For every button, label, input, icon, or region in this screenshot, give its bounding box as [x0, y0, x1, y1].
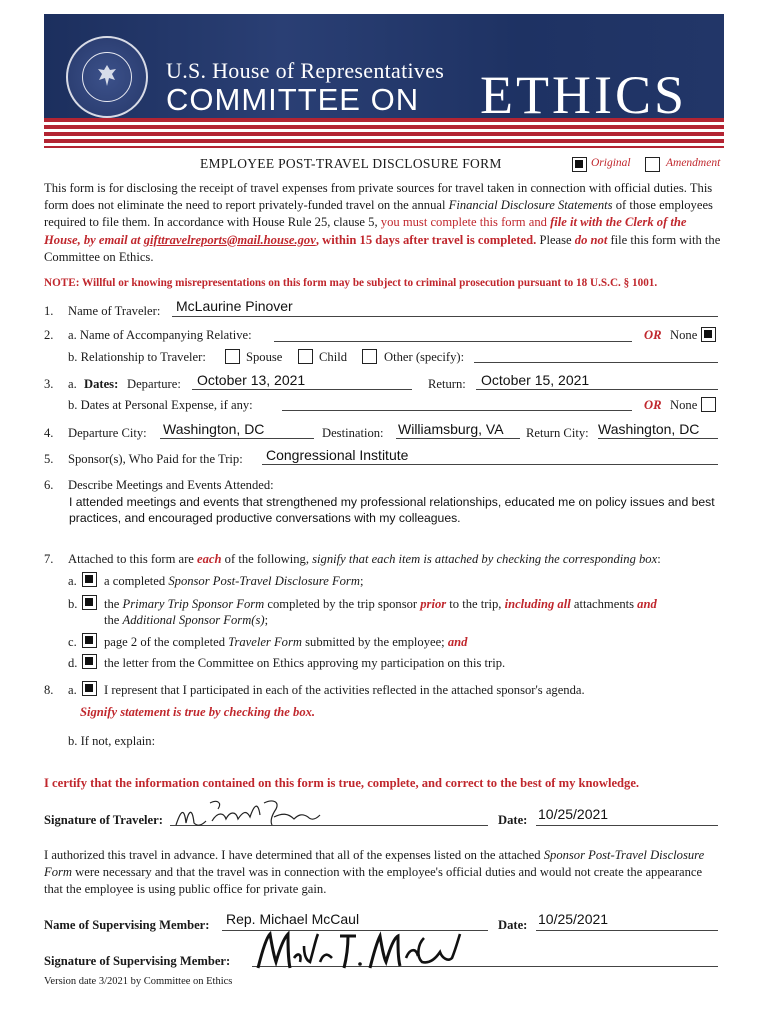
q3b-none-label: None [670, 398, 698, 412]
traveler-date-line [536, 825, 718, 826]
house-seal-icon [66, 36, 148, 118]
traveler-name-line [172, 316, 718, 317]
q7c-text: page 2 of the completed Traveler Form submitted by the employee; and [104, 635, 468, 649]
q2a-none-label: None [670, 328, 698, 342]
traveler-name-field[interactable]: McLaurine Pinover [176, 298, 293, 314]
criminal-note: NOTE: Willful or knowing misrepresentations on this form may be subject to criminal prosecution pursuant to 18 U.S.C. § 1001. [44, 277, 658, 289]
q8b-explain-field[interactable] [170, 730, 718, 764]
certification-statement: I certify that the information contained on this form is true, complete, and correct to the best of my knowledge. [44, 776, 640, 790]
amendment-checkbox[interactable] [645, 157, 660, 172]
q3a-letter: a. [68, 377, 77, 391]
q7d-text: the letter from the Committee on Ethics approving my participation on this trip. [104, 656, 506, 670]
clerk-email-link[interactable]: gifttravelreports@mail.house.gov [143, 232, 316, 247]
spouse-checkbox[interactable] [225, 349, 240, 364]
q8-number: 8. [44, 683, 54, 697]
q2b-label: b. Relationship to Traveler: [68, 350, 206, 364]
dates-label: Dates: [84, 377, 119, 391]
personal-expense-none-checkbox[interactable] [701, 397, 716, 412]
traveler-date-field[interactable]: 10/25/2021 [538, 806, 609, 822]
supervisor-signature-label: Signature of Supervising Member: [44, 954, 231, 968]
sponsor-line [262, 464, 718, 465]
q7-number: 7. [44, 552, 54, 566]
traveler-signature-field[interactable] [172, 795, 322, 835]
q7b-text-cont: the Additional Sponsor Form(s); [104, 613, 269, 627]
departure-city-field[interactable]: Washington, DC [163, 421, 265, 437]
q7b-text: the Primary Trip Sponsor Form completed by the trip sponsor prior to the trip, including all attachments and [104, 597, 657, 611]
amendment-label: Amendment [666, 157, 721, 169]
other-specify-field[interactable] [474, 362, 718, 363]
other-label: Other (specify): [384, 350, 465, 364]
departure-date-line [192, 389, 412, 390]
q3b-label: b. Dates at Personal Expense, if any: [68, 398, 253, 412]
q2-number: 2. [44, 328, 54, 342]
return-date-label: Return: [428, 377, 466, 391]
q1-number: 1. [44, 304, 54, 318]
banner-subtitle: U.S. House of Representatives [166, 58, 445, 83]
q8a-letter: a. [68, 683, 77, 697]
q7b-checkbox[interactable] [82, 595, 97, 610]
q3b-or: OR [644, 398, 662, 412]
q5-number: 5. [44, 452, 54, 466]
destination-label: Destination: [322, 426, 384, 440]
q2a-or: OR [644, 328, 662, 342]
q8b-label: b. If not, explain: [68, 734, 156, 748]
header-banner [44, 14, 724, 148]
intro-paragraph: This form is for disclosing the receipt of travel expenses from private sources for travel taken in connection with official duties. This form does not eliminate the need to report privately-funded travel on the annual Financial Disclosure Statements of those employees required to file them. In accordance with House Rule 25, clause 5, you must complete this form and file it with the Clerk of the House, by email at gifttravelreports@mail.house.gov, within 15 days after travel is completed. Please do not file this form with the Committee on Ethics. [44, 181, 721, 264]
banner-title-part2: ETHICS [480, 65, 687, 125]
version-footer: Version date 3/2021 by Committee on Ethics [44, 976, 233, 987]
q7-instructions: Attached to this form are each of the following, signify that each item is attached by checking the corresponding box: [68, 552, 661, 566]
return-date-field[interactable]: October 15, 2021 [481, 372, 590, 388]
q7c-checkbox[interactable] [82, 633, 97, 648]
departure-city-line [160, 438, 314, 439]
personal-expense-dates-field[interactable] [282, 410, 632, 411]
meetings-label: Describe Meetings and Events Attended: [68, 478, 274, 492]
q2a-label: a. Name of Accompanying Relative: [68, 328, 252, 342]
q8a-signify-note: Signify statement is true by checking the box. [80, 705, 316, 719]
original-label: Original [591, 157, 631, 169]
form-title: EMPLOYEE POST-TRAVEL DISCLOSURE FORM [200, 156, 502, 171]
sponsor-label: Sponsor(s), Who Paid for the Trip: [68, 452, 243, 466]
q8a-checkbox[interactable] [82, 681, 97, 696]
q7d-checkbox[interactable] [82, 654, 97, 669]
child-label: Child [319, 350, 347, 364]
child-checkbox[interactable] [298, 349, 313, 364]
q7d-letter: d. [68, 656, 78, 670]
supervisor-date-line [536, 930, 718, 931]
return-city-line [598, 438, 718, 439]
q3-number: 3. [44, 377, 54, 391]
destination-line [396, 438, 520, 439]
relative-name-field[interactable] [274, 341, 632, 342]
q7c-letter: c. [68, 635, 77, 649]
q7b-letter: b. [68, 597, 78, 611]
supervisor-name-field[interactable]: Rep. Michael McCaul [226, 911, 360, 927]
original-checkbox[interactable] [572, 157, 587, 172]
traveler-date-label: Date: [498, 813, 528, 827]
supervisor-date-label: Date: [498, 918, 528, 932]
supervisor-name-label: Name of Supervising Member: [44, 918, 210, 932]
q7a-text: a completed Sponsor Post-Travel Disclosure Form; [104, 574, 364, 588]
q4-number: 4. [44, 426, 54, 440]
relative-none-checkbox[interactable] [701, 327, 716, 342]
q1-label: Name of Traveler: [68, 304, 161, 318]
departure-date-field[interactable]: October 13, 2021 [197, 372, 306, 388]
supervisor-date-field[interactable]: 10/25/2021 [538, 911, 609, 927]
supervisor-signature-field[interactable] [252, 928, 464, 974]
meetings-description-field[interactable]: I attended meetings and events that strengthened my professional relationships, educated me on policy issues and best practices, and encouraged productive conversations with my colleagues. [69, 495, 715, 525]
q7a-checkbox[interactable] [82, 572, 97, 587]
departure-city-label: Departure City: [68, 426, 147, 440]
traveler-signature-label: Signature of Traveler: [44, 813, 163, 827]
authorization-paragraph: I authorized this travel in advance. I have determined that all of the expenses listed on the attached Sponsor Post-Travel Disclosure Form were necessary and that the travel was in connection with the employee's official duties and would not create the appearance that the employee is using public office for private gain. [44, 848, 705, 897]
other-checkbox[interactable] [362, 349, 377, 364]
q7a-letter: a. [68, 574, 77, 588]
sponsor-field[interactable]: Congressional Institute [266, 447, 409, 463]
q6-number: 6. [44, 478, 54, 492]
q8a-text: I represent that I participated in each of the activities reflected in the attached sponsor's agenda. [104, 683, 585, 697]
return-date-line [476, 389, 718, 390]
departure-date-label: Departure: [127, 377, 181, 391]
return-city-label: Return City: [526, 426, 589, 440]
return-city-field[interactable]: Washington, DC [598, 421, 700, 437]
spouse-label: Spouse [246, 350, 283, 364]
banner-title-part1: COMMITTEE ON [166, 82, 420, 117]
destination-field[interactable]: Williamsburg, VA [398, 421, 504, 437]
